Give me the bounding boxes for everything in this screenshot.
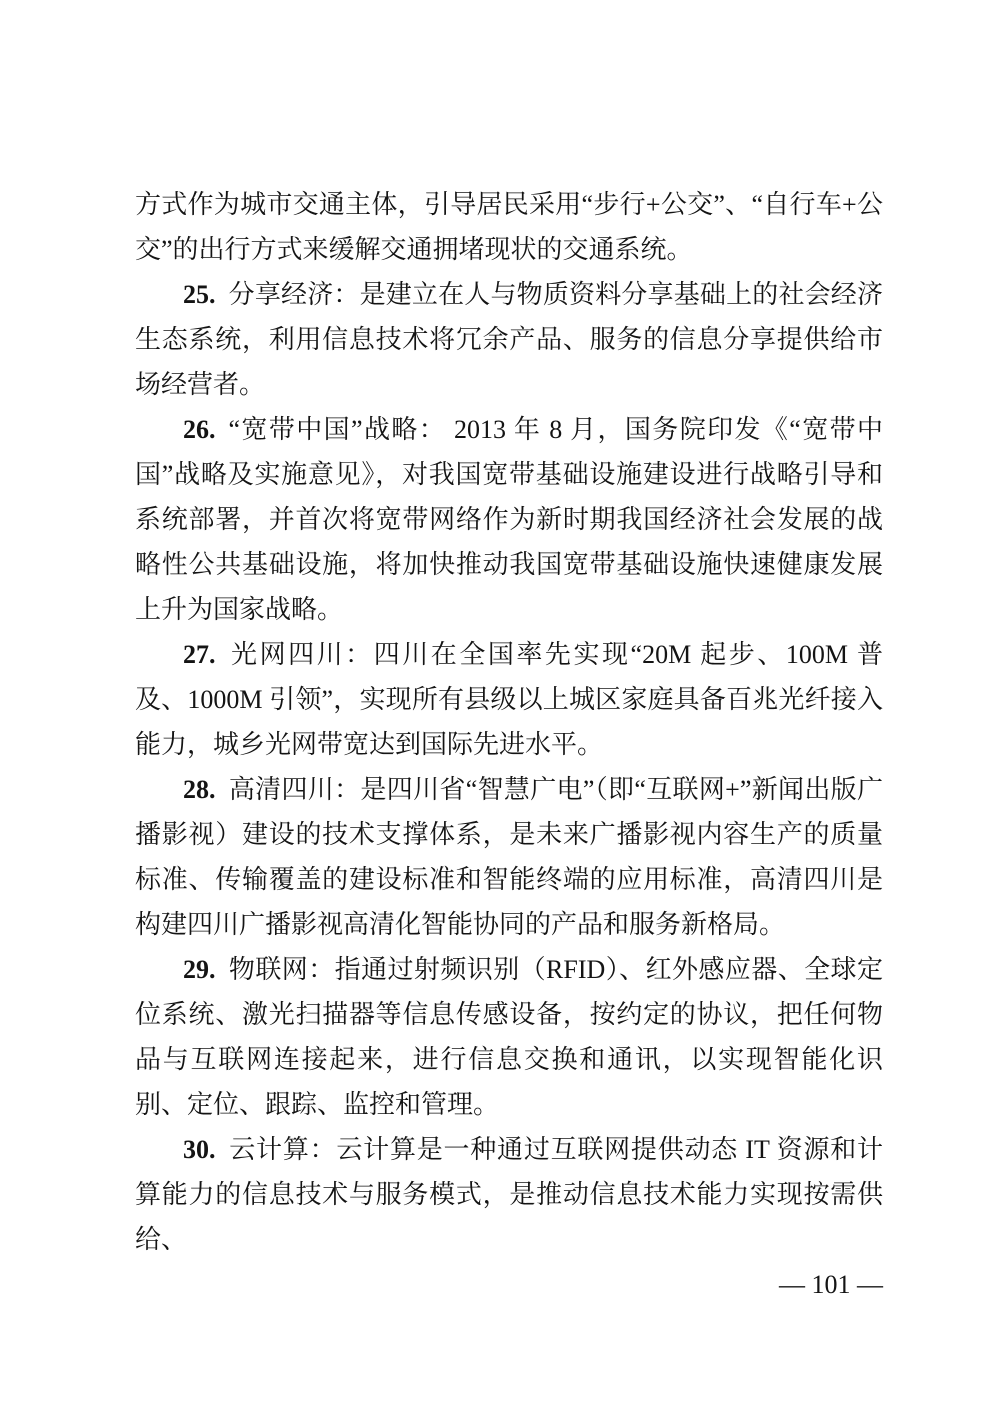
item-number-25: 25.: [183, 280, 216, 309]
paragraph-30: [135, 1127, 883, 1262]
paragraph-28: [135, 767, 883, 947]
paragraph-29: [135, 947, 883, 1127]
paragraph-continuation: [135, 182, 883, 272]
item-text-27: 光网四川：四川在全国率先实现“20M 起步、100M 普及、1000M 引领”，实现所有县级以上城区家庭具备百兆光纤接入能力，城乡光网带宽达到国际先进水平。: [135, 640, 883, 759]
paragraph-26: [135, 407, 883, 632]
item-text-26: “宽带中国”战略： 2013 年 8 月，国务院印发《“宽带中国”战略及实施意见》，对我国宽带基础设施建设进行战略引导和系统部署，并首次将宽带网络作为新时期我国经济社会发展的战略性公共基础设施，将加快推动我国宽带基础设施快速健康发展上升为国家战略。: [135, 415, 883, 624]
paragraph-27: [135, 632, 883, 767]
item-number-27: 27.: [183, 640, 216, 669]
paragraph-continuation-text: 方式作为城市交通主体，引导居民采用“步行+公交”、“自行车+公交”的出行方式来缓解交通拥堵现状的交通系统。: [135, 190, 883, 264]
item-number-29: 29.: [183, 955, 216, 984]
item-text-30: 云计算：云计算是一种通过互联网提供动态 IT 资源和计算能力的信息技术与服务模式，是推动信息技术能力实现按需供给、: [135, 1135, 883, 1254]
paragraph-25: [135, 272, 883, 407]
page-number: — 101 —: [779, 1270, 883, 1299]
item-text-25: 分享经济：是建立在人与物质资料分享基础上的社会经济生态系统，利用信息技术将冗余产品、服务的信息分享提供给市场经营者。: [135, 280, 883, 399]
item-text-28: 高清四川：是四川省“智慧广电”（即“互联网+”新闻出版广播影视）建设的技术支撑体系，是未来广播影视内容生产的质量标准、传输覆盖的建设标准和智能终端的应用标准，高清四川是构建四川广播影视高清化智能协同的产品和服务新格局。: [135, 775, 883, 939]
item-number-28: 28.: [183, 775, 216, 804]
item-number-26: 26.: [183, 415, 216, 444]
item-text-29: 物联网：指通过射频识别（RFID）、红外感应器、全球定位系统、激光扫描器等信息传感设备，按约定的协议，把任何物品与互联网连接起来，进行信息交换和通讯，以实现智能化识别、定位、跟踪、监控和管理。: [135, 955, 883, 1119]
item-number-30: 30.: [183, 1135, 216, 1164]
